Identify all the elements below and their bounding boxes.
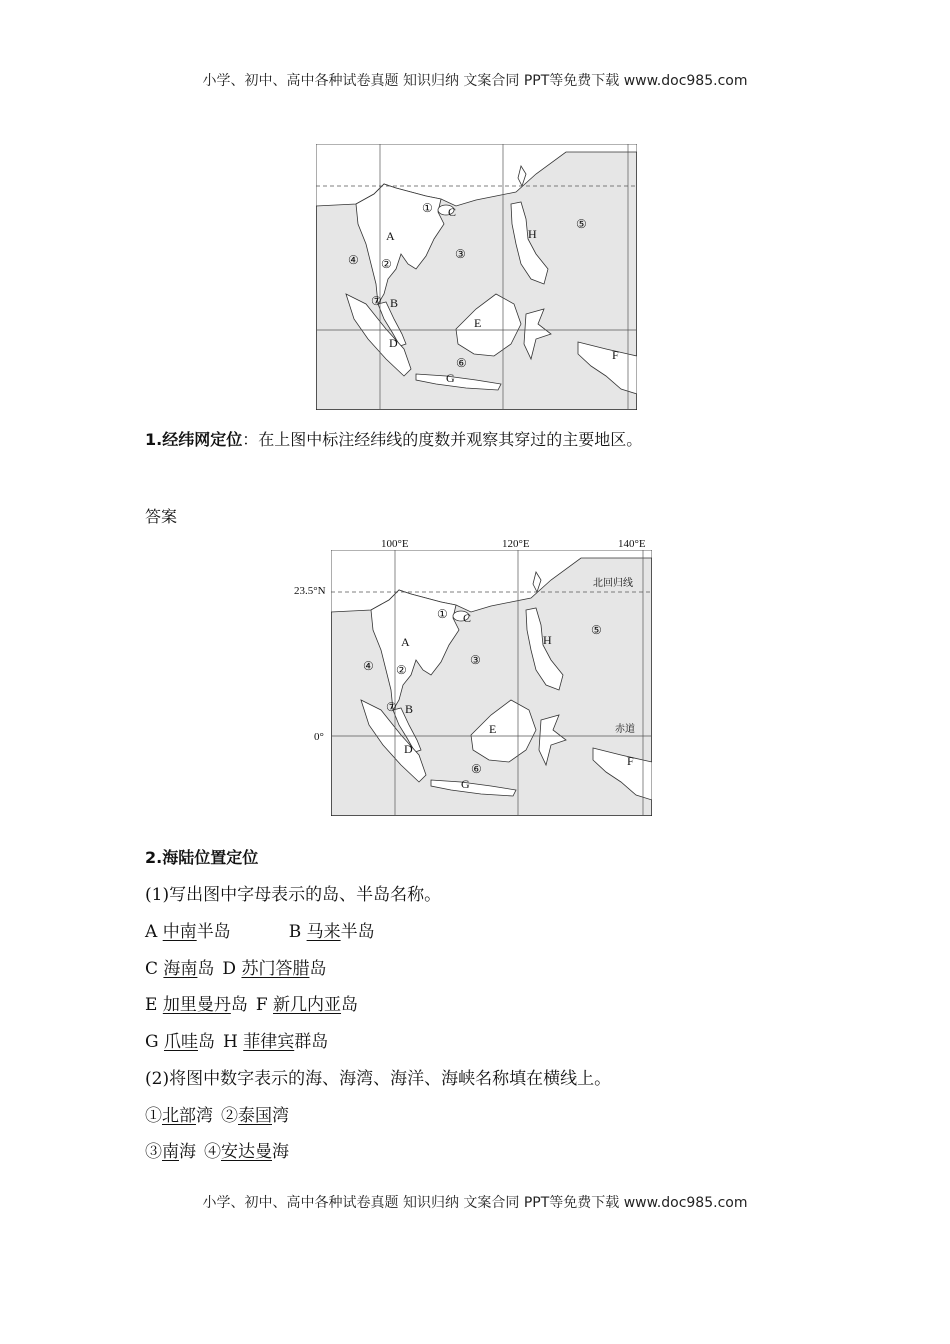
- answer-B: 马来: [306, 922, 341, 942]
- answer-row-34: ③南海 ④安达曼海: [145, 1142, 289, 1162]
- map2-label-4: ④: [363, 659, 374, 673]
- map2-lat-23-5: 23.5°N: [294, 585, 326, 597]
- map-label-B: B: [390, 296, 399, 310]
- map-label-G: G: [446, 371, 455, 385]
- question-1: [145, 428, 642, 452]
- answer-row-12: ①北部湾 ②泰国湾: [145, 1106, 289, 1126]
- question-2-title: [145, 846, 258, 870]
- map-label-4: ④: [348, 253, 359, 267]
- map2-tropic-label: 北回归线: [593, 578, 633, 589]
- map2-label-5: ⑤: [591, 623, 602, 637]
- map2-lon-120: 120°E: [502, 538, 530, 550]
- page-footer: 小学、初中、高中各种试卷真题 知识归纳 文案合同 PPT等免费下载 www.doc985.com: [202, 1195, 748, 1211]
- southeast-asia-map: [316, 144, 637, 410]
- question-1-text: ：在上图中标注经纬线的度数并观察其穿过的主要地区。: [242, 430, 643, 449]
- answer-H: 菲律宾: [243, 1032, 295, 1052]
- answer-2: 泰国: [238, 1106, 272, 1126]
- map-label-C: C: [448, 205, 457, 219]
- answer-label: [145, 505, 177, 529]
- question-2-title-text: 2.海陆位置定位: [145, 848, 259, 867]
- map2-label-E: E: [489, 722, 497, 736]
- map2-label-H: H: [543, 633, 552, 647]
- map2-label-6: ⑥: [471, 762, 482, 776]
- map2-lon-140: 140°E: [618, 538, 646, 550]
- answer-label-text: 答案: [145, 507, 178, 526]
- map-label-2: ②: [381, 257, 392, 271]
- question-1-title: 1.经纬网定位: [145, 430, 243, 449]
- answer-A: 中南: [162, 922, 197, 942]
- map-label-F: F: [612, 348, 619, 362]
- map2-label-1: ①: [437, 607, 448, 621]
- map-label-D: D: [389, 336, 398, 350]
- map-label-1: ①: [422, 201, 433, 215]
- map2-label-2: ②: [396, 663, 407, 677]
- answer-E: 加里曼丹: [162, 995, 231, 1015]
- answer-3: 南: [162, 1142, 179, 1162]
- answer-row-ab: A 中南半岛 B 马来半岛: [145, 922, 375, 942]
- map2-label-C: C: [463, 611, 472, 625]
- map-label-A: A: [386, 229, 395, 243]
- map2-lon-100: 100°E: [381, 538, 409, 550]
- answer-D: 苏门答腊: [241, 959, 310, 979]
- map-label-6: ⑥: [456, 356, 467, 370]
- question-2-part1-prompt: (1)写出图中字母表示的岛、半岛名称。: [145, 885, 442, 905]
- answer-G: 爪哇: [163, 1032, 198, 1052]
- map2-label-F: F: [627, 754, 634, 768]
- map2-equator-label: 赤道: [615, 724, 635, 735]
- map-label-E: E: [474, 316, 482, 330]
- answer-row-gh: G 爪哇岛 H 菲律宾群岛: [145, 1032, 329, 1052]
- answer-row-ef: E 加里曼丹岛 F 新几内亚岛: [145, 995, 359, 1015]
- answer-4: 安达曼: [221, 1142, 272, 1162]
- map-label-5: ⑤: [576, 217, 587, 231]
- map2-lat-0: 0°: [314, 731, 324, 743]
- answer-row-cd: C 海南岛 D 苏门答腊岛: [145, 959, 327, 979]
- map2-label-B: B: [405, 702, 414, 716]
- map-label-H: H: [528, 227, 537, 241]
- map2-label-D: D: [404, 742, 413, 756]
- answer-C: 海南: [163, 959, 198, 979]
- answer-F: 新几内亚: [273, 995, 342, 1015]
- map2-label-7: ⑦: [386, 700, 397, 714]
- answer-1: 北部: [162, 1106, 196, 1126]
- map-label-7: ⑦: [371, 294, 382, 308]
- map2-label-G: G: [461, 777, 470, 791]
- southeast-asia-map-answer: [331, 550, 652, 816]
- question-2-part2-prompt: (2)将图中数字表示的海、海湾、海洋、海峡名称填在横线上。: [145, 1069, 612, 1089]
- map2-label-A: A: [401, 635, 410, 649]
- map2-label-3: ③: [470, 653, 481, 667]
- page-header: 小学、初中、高中各种试卷真题 知识归纳 文案合同 PPT等免费下载 www.doc985.com: [202, 73, 748, 89]
- map-label-3: ③: [455, 247, 466, 261]
